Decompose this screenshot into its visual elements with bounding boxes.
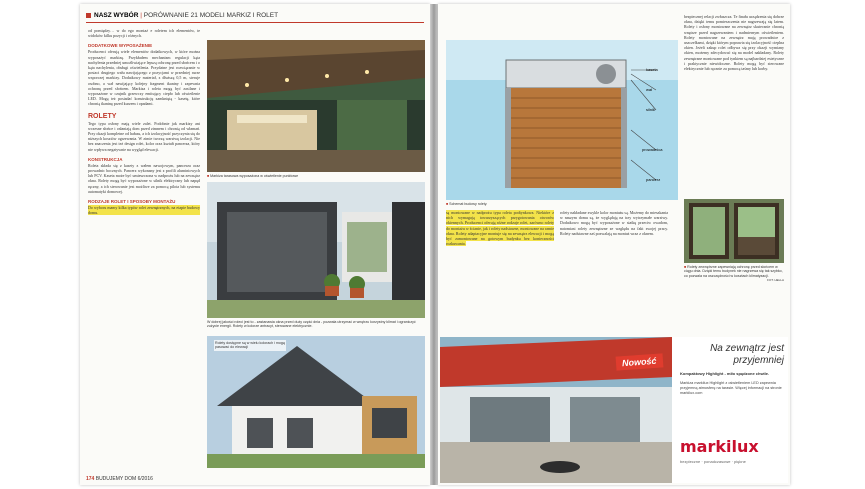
- diagram-label: prowadnica: [642, 147, 663, 152]
- window-shutters-image: [684, 199, 784, 263]
- photo-caption: ■ Rolety zewnętrzne zapewniają ochronę przed słońcem w ciągu dnia. Dzięki temu budynek nie nagrzewa się tak szybko, co pozwala na oszczędności w kosztach klimatyzacji. FOT. HELLA: [684, 265, 784, 283]
- diagram-label: wał: [646, 87, 653, 92]
- diagram-caption: ■ Schemat budowy rolety.: [446, 202, 488, 206]
- photo-caption-text: Rolety dostępne są w wielu kolorach i mogą pasować do elewacji: [215, 341, 285, 350]
- gable-house-photo: [207, 336, 425, 468]
- header-title: PORÓWNANIE 21 MODELI MARKIZ I ROLET: [143, 12, 279, 19]
- section-heading: KONSTRUKCJA: [88, 156, 123, 162]
- awning-terrace-photo: [207, 40, 425, 172]
- new-badge: Nowość: [616, 353, 663, 370]
- middle-text-column-a: [446, 210, 554, 330]
- header-section: NASZ WYBÓR: [94, 12, 139, 19]
- right-page: [438, 4, 790, 485]
- section-heading: RODZAJE ROLET I SPOSOBY MONTAŻU: [88, 199, 176, 205]
- photo-caption: ■ Markiza tarasowa wyposażona w oświetlenie punktowe: [207, 174, 299, 178]
- column-text: rolety nakładane zwykle kolor montażu są. Możemy do mieszkania w naszym domu są, że wyglądają na trzy wytrzymałe warstwy. Dodatkowo mogą być wyposażone w siatkę przeciw owadom, natomiast rolety zewnętrzne ze względu na fakt swojej pracy. Rolety nadstawne zaś pozwalają na montaż wraz z oknem.: [560, 210, 668, 236]
- diagram-label: kaseta: [646, 67, 658, 72]
- middle-text-column-b: [560, 210, 668, 330]
- ad-body: Markiza markilux Highlight z oświetleniem LED zapewnia przyjemną atmosferę na tarasie. Więcej informacji na stronie markilux.com: [680, 381, 782, 395]
- photo-caption-text: Markiza tarasowa wyposażona w oświetlenie punktowe: [210, 174, 299, 178]
- section-heading: DODATKOWE WYPOSAŻENIE: [88, 43, 153, 49]
- photo-caption-text: W dobrej jakości roleci jest to - zastanawia okna przed duży część dnia - pozwala utrzymać w wnętrzu korzystny klimat i ograniczyć zużycie energii. Rolety w kolorze antracyt, sterowane elektrycznie.: [207, 320, 416, 329]
- roller-shutter-diagram: [446, 40, 678, 200]
- roller-shutter-house-image: [207, 182, 425, 318]
- section-heading-large: ROLETY: [88, 112, 117, 120]
- gable-house-image: [207, 336, 425, 468]
- photo-caption: [207, 320, 425, 329]
- left-text-column: [88, 28, 200, 473]
- roller-shutter-house-photo: [207, 182, 425, 318]
- ad-headline: Na zewnątrz jest przyjemniej: [710, 343, 784, 366]
- diagram-caption-text: Schemat budowy rolety.: [449, 202, 488, 206]
- photo-credit: FOT. HELLA: [767, 278, 784, 283]
- photo-caption-text: Rolety zewnętrzne zapewniają ochronę przed słońcem w ciągu dnia. Dzięki temu budynek nie nagrzewa się tak szybko, co pozwala na oszczędności w kosztach klimatyzacji.: [684, 265, 783, 278]
- awning-terrace-image: [207, 40, 425, 172]
- header-separator: |: [138, 12, 144, 19]
- photo-overlay-caption: [214, 340, 286, 351]
- right-text-column: [684, 14, 784, 192]
- roller-shutter-diagram-image: [446, 40, 678, 200]
- section-body: Tego typu osłony mają wiele zalet. Podobnie jak markizy ani wczesne słońce i osłaniają dom przed zimnem i chronią od włamań. Przy okazji kompletne od hałasu, a ich izolacyjność przyczynia się do niższych kosztów ogrzewania. W zimie tworzą warstwę izolacji. Nie bez znaczenia jest też design rolet, kolor oraz kształt pancerza, który nie wpływa negatywnie na wygląd elewacji.: [88, 120, 200, 152]
- section-body: Roleta składa się z kasety z wałem nawojowym, pancerza oraz prowadnic bocznych. Pancerz wykonany jest z profili aluminiowych lub PCV. Kaseta może być umieszczona w nadprożu lub na zewnątrz okna. Rolety mogą być wyposażone w silnik elektryczny lub napęd ręczny, a ich sterowanie jest możliwe za pomocą pilota lub systemu automatyki domowej.: [88, 162, 200, 194]
- highlighted-body: Do wyboru mamy kilka typów rolet zewnętrznych, na etapie budowy domu.: [88, 205, 200, 216]
- header-rule: [86, 22, 424, 23]
- magazine-name: BUDUJEMY DOM: [95, 476, 137, 482]
- ad-tagline: bezpieczne · ponadczasowe · piękne: [680, 459, 746, 464]
- markilux-advertisement: [440, 337, 788, 483]
- page-number: 174: [86, 476, 95, 482]
- magazine-issue: 6/2016: [137, 476, 153, 482]
- page-gutter: [430, 4, 438, 485]
- window-shutters-photo: [684, 199, 784, 263]
- ad-subhead: Kompaktowy Highlight - miło spędzone chwile.: [680, 371, 770, 376]
- header-marker-icon: [86, 13, 91, 18]
- left-page: [80, 4, 430, 485]
- highlighted-lead: są montowane w nadprożu typu roleta podtynkowa. Niektóre z nich wymagają towarzyszących przygotowania otworów okiennych. Producenci oferują różne rodzaje rolet, zarówno rolety do montażu w ścianie, jak i rolety nadstawne, montowane na ramie okna. Rolety adaptacyjne montuje się na zewnątrz elewacji i mogą być zamontowane na gotowym budynku bez konieczności rozkuwania.: [446, 210, 554, 247]
- column-text: bezpiecznej relacji zwłaszcza. Te finału urządzenia się dobrze okna, dzięki temu pomieszczenia nie nagrzewają się latem. Rolety i osłony montowane na zewnątrz skutecznie chronią wnętrze przed nagrzewaniem i nadmiernym oświetleniem. Rolety montowane na zewnątrz mają prowadnice z uszczelkami, dzięki którym poprawia się izolacyjność cieplna okien. Jeżeli zakup rolet odbywa się przy okazji wymiany okien, możemy zdecydować się na model nakładany. Rolety zewnętrzne montowane pod tynkiem są najbardziej estetyczne i praktycznie niewidoczne. Rolety mogą być sterowane elektrycznie lub ręcznie za pomocą taśmy lub korby.: [684, 14, 784, 72]
- diagram-label: silnik: [646, 107, 655, 112]
- section-body: Producenci oferują wiele elementów dodatkowych, w które można wyposażyć markizę. Przykładem mechanizm regulacji kąta nachylenia przedniej umożliwiające lepszą ochronę przed słońcem i o kąta nachylenia, obsługi oświetlenia. Przydatne jest rozwiązanie w postaci drugiego wału nawijającego z pozycjami w przedniej rurze wsporczej markizy. Dodatkowy materiał, z dłuższą 0,5 m, steruje osobno, a wał nawijający kolejny fragment tkaniny i zapewnia ochronę przed słońcem. Markiza i roleta mogą być zasilane i wyposażone w czujnik grzewczy emitujący ciepło lub oświetlenie LED. Mogą też posiadać konstrukcję zamkniętą - kasetę, które chronią tkaninę przed kurzem i opadami.: [88, 49, 200, 107]
- intro-paragraph: od pomiędzy… w do ego montaż e roletem ich elementów, te widoków kilku pozycji i różnych.: [88, 28, 200, 39]
- page-header: [86, 10, 278, 22]
- page-footer: [86, 476, 153, 482]
- markilux-logo: markilux: [680, 437, 759, 456]
- diagram-label: pancerz: [646, 177, 661, 182]
